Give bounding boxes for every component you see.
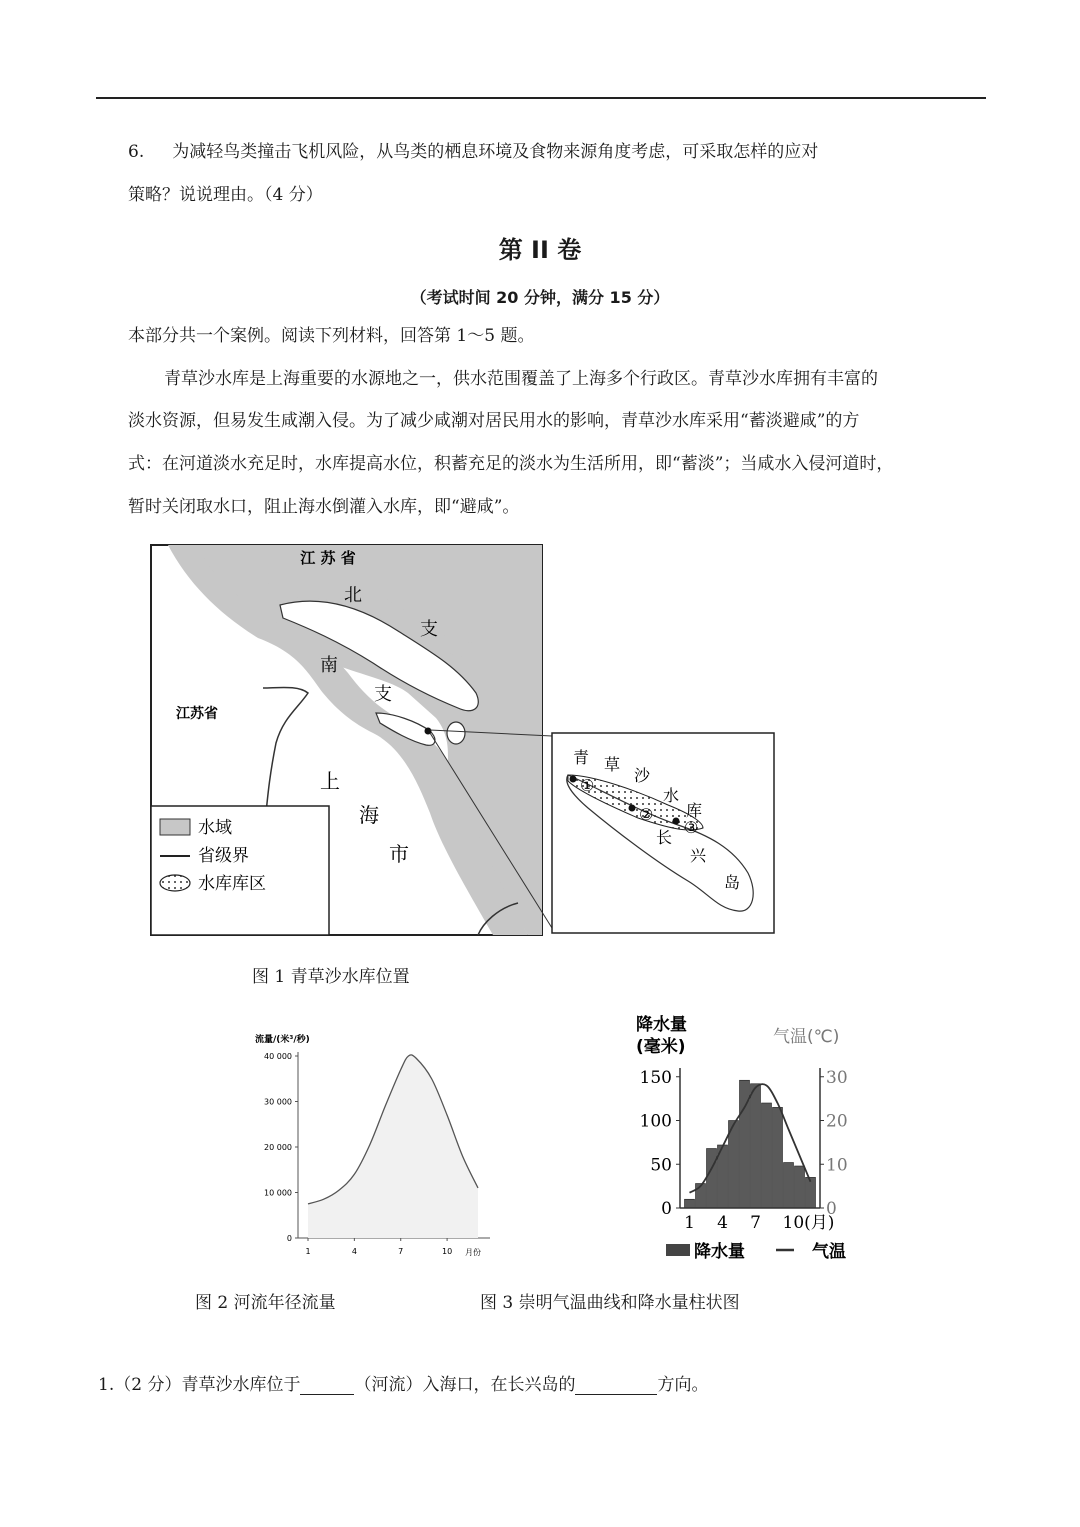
inset-label-dao: 岛 — [724, 873, 741, 892]
runoff-ytick-label: 10 000 — [264, 1188, 292, 1198]
legend-precip-label: 降水量 — [694, 1242, 745, 1262]
figure-2-caption: 图 2 河流年径流量 — [195, 1293, 336, 1313]
precip-ytick-label: 150 — [639, 1067, 672, 1088]
figure-3-caption: 图 3 崇明气温曲线和降水量柱状图 — [480, 1293, 740, 1313]
precip-bar — [707, 1149, 717, 1209]
material-line-2: 淡水资源，但易发生咸潮入侵。为了减少咸潮对居民用水的影响，青草沙水库采用“蓄淡避咸”的方 — [128, 411, 860, 431]
intake-point-1 — [570, 776, 577, 783]
intro-text: 本部分共一个案例。阅读下列材料，回答第 1～5 题。 — [128, 326, 535, 346]
inset-label-shui: 水 — [663, 786, 680, 805]
precip-bar — [685, 1199, 695, 1208]
runoff-ytick-label: 20 000 — [264, 1143, 292, 1152]
climate-xtick-label: 1 — [684, 1213, 695, 1233]
precip-bar — [773, 1107, 783, 1208]
precip-ytick-label: 100 — [639, 1111, 672, 1132]
material-line-4: 暂时关闭取水口，阻止海水倒灌入水库，即“避咸”。 — [128, 497, 520, 517]
precip-bar — [729, 1121, 739, 1209]
point-label-1: ① — [580, 776, 595, 795]
q6-number: 6. — [128, 142, 145, 162]
runoff-xlabel: 月份 — [465, 1248, 481, 1257]
inset-label-sha: 沙 — [634, 766, 651, 785]
q6-line1 — [128, 142, 818, 162]
point-label-3: ③ — [684, 818, 699, 837]
inset-label-qing: 青 — [573, 748, 590, 767]
label-hai: 海 — [359, 803, 379, 827]
q1-prefix: 1.（2 分）青草沙水库位于 — [98, 1375, 301, 1395]
section-title: 第 II 卷 — [498, 236, 582, 264]
q6-text-1: 为减轻鸟类撞击飞机风险，从鸟类的栖息环境及食物来源角度考虑，可采取怎样的应对 — [172, 142, 819, 162]
legend-temp-label: 气温 — [812, 1242, 846, 1262]
q1-suffix: 方向。 — [657, 1375, 709, 1395]
figure-1-caption: 图 1 青草沙水库位置 — [252, 967, 410, 987]
legend-precip-swatch — [666, 1244, 690, 1256]
climate-xtick-label: 10(月) — [782, 1213, 835, 1233]
precip-ylabel-line2: (毫米) — [636, 1037, 686, 1057]
temp-ylabel: 气温(℃) — [773, 1027, 840, 1047]
legend-water-swatch — [160, 819, 190, 835]
runoff-ytick-label: 30 000 — [264, 1097, 292, 1107]
climate-xtick-label: 4 — [717, 1213, 728, 1233]
runoff-xtick-label: 1 — [305, 1247, 311, 1256]
runoff-ylabel: 流量/(米³/秒) — [255, 1035, 310, 1045]
runoff-chart — [250, 1028, 500, 1260]
temp-ytick-label: 20 — [826, 1111, 848, 1132]
label-jiangsu-top: 江 苏 省 — [300, 549, 356, 567]
precip-bar — [751, 1084, 761, 1208]
point-label-2: ② — [639, 805, 654, 824]
legend-water-label: 水域 — [198, 818, 232, 838]
legend-reservoir-swatch — [160, 875, 190, 891]
runoff-xtick-label: 4 — [351, 1247, 357, 1256]
q1-line — [98, 1375, 708, 1395]
runoff-area — [308, 1055, 478, 1238]
label-zhi-1: 支 — [420, 619, 438, 640]
intake-point-2 — [629, 805, 636, 812]
header-rule — [96, 97, 986, 99]
precip-ytick-label: 0 — [661, 1199, 672, 1219]
label-shang: 上 — [320, 769, 340, 793]
section-subtitle: （考试时间 20 分钟，满分 15 分） — [410, 288, 670, 307]
material-line-3: 式：在河道淡水充足时，水库提高水位，积蓄充足的淡水为生活所用，即“蓄淡”；当咸水入侵河道时， — [128, 454, 894, 474]
precip-bar — [806, 1177, 816, 1208]
label-bei: 北 — [344, 585, 362, 606]
q1-blank-direction[interactable] — [575, 1376, 657, 1395]
q1-blank-river[interactable] — [300, 1376, 354, 1395]
climate-xtick-label: 7 — [750, 1213, 761, 1233]
climate-chart — [628, 1010, 868, 1268]
runoff-xtick-label: 10 — [441, 1247, 453, 1256]
inset-label-cao: 草 — [604, 755, 621, 774]
q6-line2: 策略？说说理由。（4 分） — [128, 185, 323, 205]
label-zhi-2: 支 — [374, 684, 392, 705]
label-shi: 市 — [389, 842, 409, 866]
temp-ytick-label: 30 — [826, 1067, 848, 1088]
runoff-ytick-label: 40 000 — [264, 1052, 292, 1061]
precip-bar — [762, 1103, 772, 1208]
q1-mid: （河流）入海口，在长兴岛的 — [354, 1375, 576, 1395]
precip-ylabel-line1: 降水量 — [636, 1015, 687, 1035]
reservoir-location-map — [148, 543, 778, 938]
legend-reservoir-label: 水库库区 — [198, 874, 266, 894]
material-line-1: 青草沙水库是上海重要的水源地之一，供水范围覆盖了上海多个行政区。青草沙水库拥有丰富的 — [164, 369, 878, 389]
intake-point-3 — [673, 818, 680, 825]
precip-bar — [784, 1163, 794, 1209]
precip-ytick-label: 50 — [650, 1155, 672, 1176]
label-nan: 南 — [320, 655, 338, 676]
inset-label-xing: 兴 — [690, 846, 707, 865]
inset-label-chang: 长 — [656, 828, 673, 847]
legend-border-label: 省级界 — [198, 846, 249, 866]
hengsha-island — [447, 722, 465, 744]
label-jiangsu-left: 江苏省 — [176, 706, 218, 722]
temp-ytick-label: 10 — [826, 1155, 848, 1176]
runoff-xtick-label: 7 — [398, 1247, 404, 1256]
temp-ytick-label: 0 — [826, 1199, 837, 1219]
runoff-ytick-label: 0 — [286, 1234, 292, 1243]
precip-bar — [795, 1166, 805, 1208]
inset-label-ku: 库 — [686, 801, 703, 820]
